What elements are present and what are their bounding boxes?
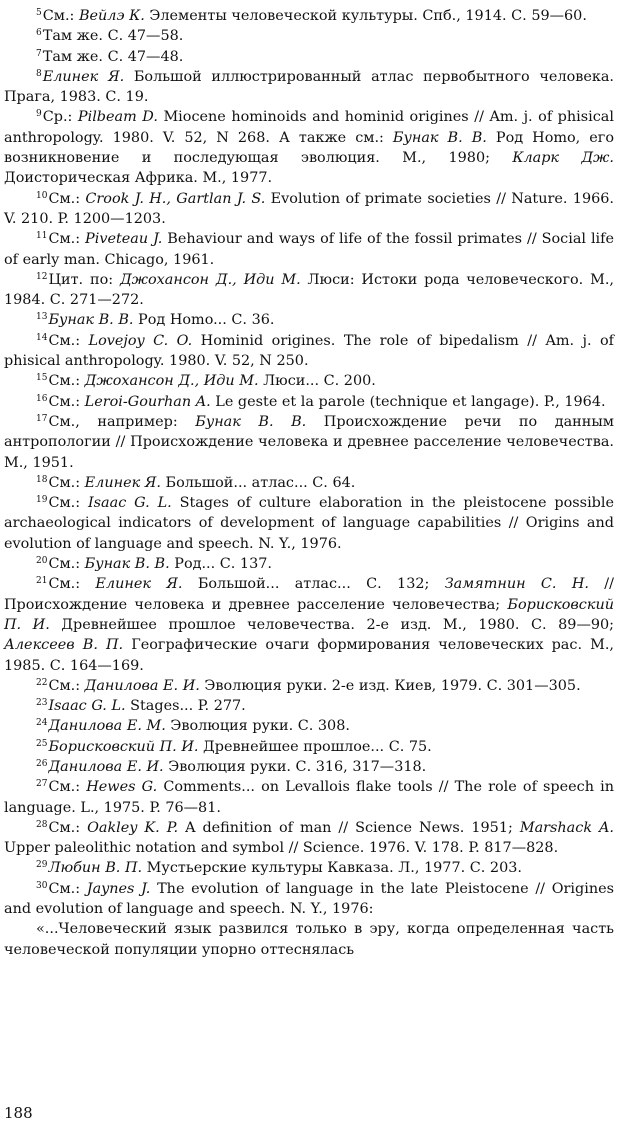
footnote [4,493,614,554]
footnote-author: Вейлэ К. [78,8,145,24]
footnote [4,554,614,574]
footnote-number: 21 [36,576,48,587]
footnote-author: Любин В. П. [48,860,143,877]
footnote-author: Isaac G. L. [48,698,126,715]
footnote-number: 8 [36,68,42,79]
page-number: 188 [4,1104,33,1122]
footnote-text: Там же. С. 47—58. [42,28,184,45]
footnote-number: 9 [36,109,42,120]
footnote-text: См.: [48,474,85,491]
footnote [4,371,614,391]
footnote-author: Leroi-Gourhan A. [84,393,211,410]
footnote-text: Древнейшее прошлое человечества. 2-е изд. М., 1980. С. 89—90; [49,616,614,633]
footnote-number: 23 [36,698,48,709]
footnote-number: 24 [36,718,48,729]
footnote-number: 18 [36,474,48,485]
footnote-number: 14 [36,332,48,343]
footnote-author: Бунак В. В. [48,312,134,329]
footnote-text: См.: [48,231,86,248]
footnote-text: Элементы человеческой культуры. Спб., 1914. С. 59—60. [144,8,587,24]
footnote-number: 7 [36,48,42,59]
footnote-author: Piveteau J. [85,231,163,248]
footnote-author: Crook J. H., Gartlan J. S. [85,190,266,207]
footnote-number: 10 [36,190,48,201]
footnote-author: Бунак В. В. [392,129,487,146]
footnote [4,818,614,859]
footnote-number: 20 [36,556,48,567]
footnote [4,331,614,372]
footnote-text: Эволюция руки. 2-е изд. Киев, 1979. С. 301—305. [199,677,581,694]
footnote-text: Род Homo... С. 36. [133,312,275,329]
footnote-number: 15 [36,373,48,384]
footnote-text: The evolution of language in the late Pleistocene // Origines and evolution of language and speech. N. Y., 1976: [4,880,614,918]
footnote-text: Род... С. 137. [169,556,272,573]
footnote [4,392,614,412]
footnote-author: Бунак В. В. [84,556,170,573]
footnote [4,757,614,777]
footnote-text: Люси: Истоки рода человеческого. М., 1984. С. 271—272. [4,271,614,309]
footnote-author: Замятнин С. Н. [444,576,589,593]
footnotes-list [4,6,614,919]
footnote-text: Цит. по: [48,271,120,288]
footnote-author: Кларк Дж. [512,150,614,167]
footnote-text: A definition of man // Science News. 1951; [178,819,520,836]
footnote-number: 19 [36,495,48,506]
footnote-text: Доисторическая Африка. М., 1977. [4,170,273,187]
footnote-text: Stages of culture elaboration in the pleistocene possible archaeological indicators of development of language capabilities // Origins and evolution of language and speech. N. Y., 1976. [4,495,614,552]
footnote-author: Pilbeam D. [77,109,158,126]
footnote [4,473,614,493]
footnote-author: Елинек Я. [95,576,183,593]
footnote-number: 11 [36,231,48,242]
footnote [4,879,614,920]
footnote-text: См.: [48,332,89,349]
footnote-text: Upper paleolithic notation and symbol // Science. 1976. V. 178. P. 817—828. [4,840,559,857]
footnote-number: 22 [36,677,48,688]
footnote [4,737,614,757]
footnote-number: 26 [36,758,48,769]
footnote-author: Jaynes J. [86,880,151,897]
footnote-text: См., например: [48,413,196,430]
footnote-text: См.: [48,576,96,593]
footnote-text: Род Homo, его возникновение и последующая эволюция. М., 1980; [4,129,614,167]
footnote-text: Происхождение речи по данным антропологии // Происхождение человека и древнее расселение человечества. М., 1951. [4,413,614,471]
footnote-text: См.: [48,677,85,694]
footnote-text: Большой... атлас... С. 64. [160,474,356,491]
footnote-number: 16 [36,393,48,404]
footnote-author: Oakley K. P. [87,819,179,836]
footnote-number: 27 [36,779,48,790]
footnote-author: Бунак В. В. [195,413,307,430]
footnote [4,412,614,473]
footnote [4,26,614,46]
footnote-text: См.: [48,190,86,207]
footnote-text: См.: [48,779,87,796]
footnote-text: Le geste et la parole (technique et langage). P., 1964. [210,393,606,410]
footnote-number: 12 [36,271,48,282]
footnote-author: Джохансон Д., Иди М. [84,373,259,390]
footnote-author: Елинек Я. [84,474,161,491]
footnote-text: Мустьерские культуры Кавказа. Л., 1977. С. 203. [142,860,522,877]
footnote-author: Алексеев В. П. [4,637,124,654]
footnote-text: Hominid origines. The role of bipedalism // Am. j. of phisical anthropology. 1980. V. 52, N 250. [4,332,615,370]
footnote-author: Lovejoy C. O. [88,332,193,349]
footnote-number: 13 [36,312,48,323]
footnote [4,47,614,67]
footnote-text: См.: [48,556,85,573]
footnote-number: 6 [36,28,42,39]
footnote-author: Hewes G. [86,779,158,796]
footnote-text: См.: [48,393,85,410]
footnote-number: 28 [36,819,48,830]
footnote-author: Борисковский П. И. [48,738,199,755]
footnote-text: Stages... P. 277. [125,698,246,715]
footnote-author: Данилова Е. И. [48,758,164,775]
footnote [4,696,614,716]
footnote [4,716,614,736]
footnote-number: 30 [36,880,48,891]
footnote [4,229,614,270]
footnote-author: Елинек Я. [42,68,125,85]
footnote [4,67,614,108]
footnote-text: Miocene hominoids and hominid origines // Am. j. of phisical anthropology. 1980. V. 52, N 268. А также см.: [4,109,614,146]
footnote-text: // Происхождение человека и древнее расселение человечества; [4,576,614,613]
footnote [4,858,614,878]
footnote [4,676,614,696]
footnote-text: Древнейшее прошлое... С. 75. [198,738,432,755]
footnote-text: Эволюция руки. С. 308. [165,718,350,735]
footnote-text: См.: [42,8,79,24]
footnote [4,310,614,330]
footnote [4,107,614,188]
footnote-text: Там же. С. 47—48. [42,48,184,65]
footnote-text: См.: [48,495,88,512]
footnote-text: Большой... атлас... С. 132; [182,576,445,593]
footnote-author: Борисковский П. И. [4,596,614,633]
footnote-text: Evolution of primate societies // Nature. 1966. V. 210. P. 1200—1203. [4,190,614,227]
footnote-text: Люси... С. 200. [258,373,376,390]
footnote-author: Marshack A. [519,819,614,836]
footnote [4,777,614,818]
quote-text: «...Человеческий язык развился только в эру, когда определенная часть человеческой популяции упорно оттеснялась [4,921,614,958]
footnote-text: См.: [48,880,87,897]
footnote [4,6,614,26]
footnote-text: Эволюция руки. С. 316, 317—318. [163,758,427,775]
footnote-author: Isaac G. L. [87,495,172,512]
footnote-number: 29 [36,860,48,871]
footnote-text: Ср.: [42,109,78,126]
footnote-text: Географические очаги формирования человеческих рас. М., 1985. С. 164—169. [4,637,614,674]
footnote-text: Большой иллюстрированный атлас первобытного человека. Прага, 1983. С. 19. [4,68,615,106]
footnote-number: 5 [36,8,42,18]
footnote-text: См.: [48,373,85,390]
footnote-number: 17 [36,413,48,424]
footnote-author: Джохансон Д., Иди М. [119,271,301,288]
footnote-number: 25 [36,738,48,749]
footnote-text: Behaviour and ways of life of the fossil primates // Social life of early man. Chicago, 1961. [4,231,615,268]
footnote-text: См.: [48,819,88,836]
footnote-author: Данилова Е. М. [48,718,166,735]
footnote [4,270,614,311]
footnote-author: Данилова Е. И. [84,677,200,694]
footnote [4,189,614,230]
footnote-text: Comments... on Levallois flake tools // The role of speech in language. L., 1975. P. 76—81. [4,779,614,816]
footnote [4,574,614,675]
